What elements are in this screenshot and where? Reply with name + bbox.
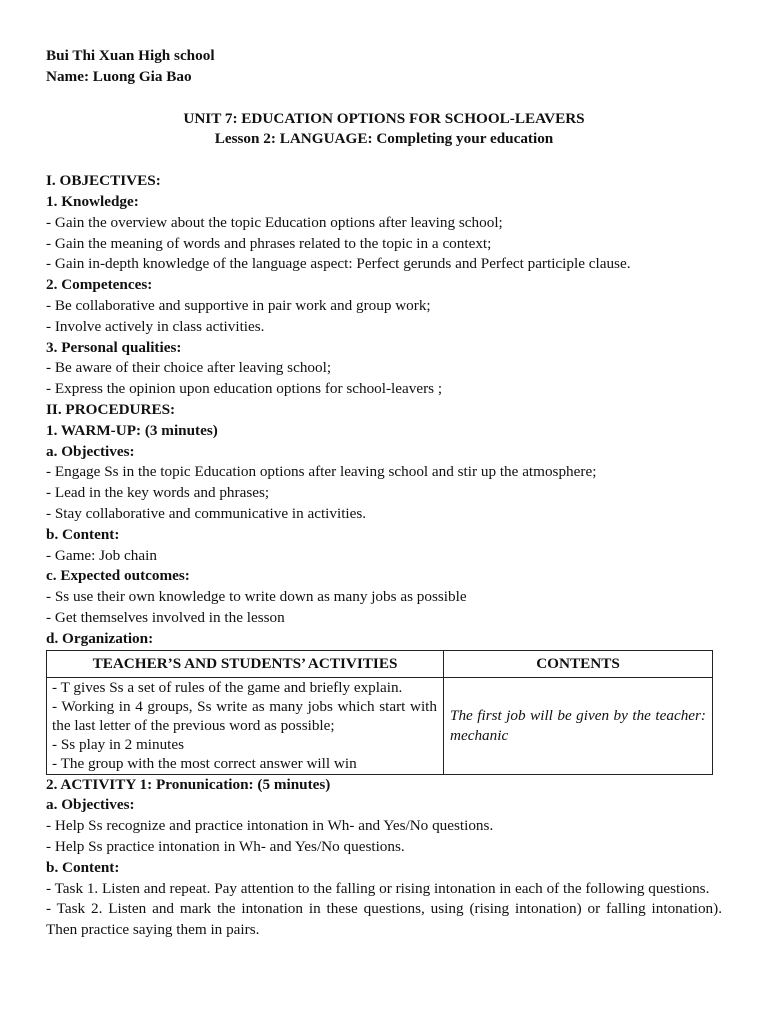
table-header-contents: CONTENTS [444, 650, 713, 677]
student-name: Name: Luong Gia Bao [46, 67, 192, 85]
warmup-outcome-item: - Ss use their own knowledge to write down as many jobs as possible [46, 588, 467, 606]
contents-cell: The first job will be given by the teacher: mechanic [444, 677, 713, 774]
activity1-content-heading: b. Content: [46, 858, 120, 876]
warmup-outcome-item: - Get themselves involved in the lesson [46, 608, 285, 626]
quality-item: - Be aware of their choice after leaving school; [46, 359, 332, 377]
competence-item: - Be collaborative and supportive in pair work and group work; [46, 296, 431, 314]
warmup-heading: 1. WARM-UP: (3 minutes) [46, 421, 218, 439]
warmup-content-item: - Game: Job chain [46, 546, 157, 564]
warmup-outcomes-heading: c. Expected outcomes: [46, 567, 190, 585]
activity-line: - Working in 4 groups, Ss write as many jobs which start with the last letter of the previous word as possible; [52, 697, 437, 734]
activity1-content-item: - Task 1. Listen and repeat. Pay attention to the falling or rising intonation in each of the following questions. [46, 879, 710, 897]
activity1-heading: 2. ACTIVITY 1: Pronunication: (5 minutes) [46, 775, 331, 793]
warmup-organization-heading: d. Organization: [46, 629, 154, 647]
school-name: Bui Thi Xuan High school [46, 47, 215, 64]
qualities-heading: 3. Personal qualities: [46, 338, 182, 356]
table-row [47, 677, 713, 774]
activity-line: - Ss play in 2 minutes [52, 736, 185, 754]
warmup-objectives-heading: a. Objectives: [46, 442, 135, 460]
warmup-objective-item: - Engage Ss in the topic Education options after leaving school and stir up the atmosphere; [46, 463, 597, 481]
knowledge-item: - Gain the meaning of words and phrases related to the topic in a context; [46, 234, 492, 252]
knowledge-heading: 1. Knowledge: [46, 192, 139, 210]
competences-heading: 2. Competences: [46, 276, 153, 294]
warmup-objective-item: - Stay collaborative and communicative in activities. [46, 504, 367, 522]
document-page [46, 46, 722, 941]
competence-item: - Involve actively in class activities. [46, 317, 265, 335]
table-header-activities: TEACHER’S AND STUDENTS’ ACTIVITIES [47, 650, 444, 677]
activities-cell [47, 677, 444, 774]
warmup-objective-item: - Lead in the key words and phrases; [46, 484, 270, 502]
activity1-objective-item: - Help Ss recognize and practice intonation in Wh- and Yes/No questions. [46, 817, 494, 835]
activity-line: - The group with the most correct answer will win [52, 755, 357, 773]
activity1-objective-item: - Help Ss practice intonation in Wh- and Yes/No questions. [46, 837, 405, 855]
activity1-content-item: - Task 2. Listen and mark the intonation in these questions, using (rising intonation) or falling intonation). Then practice saying them in pairs. [46, 900, 722, 939]
lesson-title: Lesson 2: LANGUAGE: Completing your education [214, 130, 554, 148]
quality-item: - Express the opinion upon education options for school-leavers ; [46, 380, 443, 398]
organization-table [46, 650, 713, 775]
activity-line: - T gives Ss a set of rules of the game and briefly explain. [52, 678, 403, 696]
procedures-heading: II. PROCEDURES: [46, 400, 176, 418]
warmup-content-heading: b. Content: [46, 525, 120, 543]
unit-title: UNIT 7: EDUCATION OPTIONS FOR SCHOOL-LEAVERS [183, 109, 585, 127]
knowledge-item: - Gain in-depth knowledge of the language aspect: Perfect gerunds and Perfect participle clause. [46, 255, 631, 273]
knowledge-item: - Gain the overview about the topic Education options after leaving school; [46, 213, 503, 231]
objectives-heading: I. OBJECTIVES: [46, 172, 161, 190]
table-header-row [47, 650, 713, 677]
activity1-objectives-heading: a. Objectives: [46, 796, 135, 814]
